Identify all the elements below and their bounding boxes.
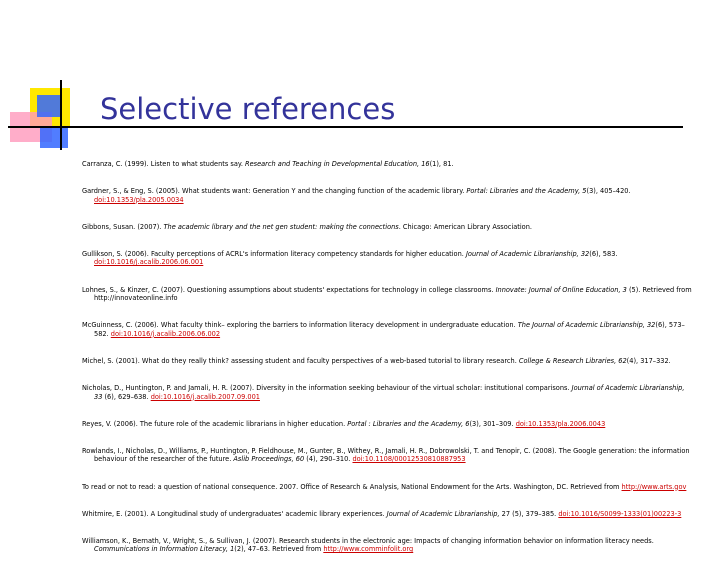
ref-details: (3), 405–420.	[586, 187, 631, 196]
ref-text: Carranza, C. (1999). Listen to what students say.	[82, 160, 246, 168]
ref-details: 27 (5), 379–385.	[499, 509, 559, 518]
reference-item	[82, 483, 694, 492]
ref-text: Gardner, S., & Eng, S. (2005). What students want: Generation Y and the changing function of the academic library.	[82, 187, 467, 196]
ref-source: Journal of Academic Librarianship, 33	[94, 384, 685, 401]
ref-source: Aslib Proceedings, 60	[233, 455, 305, 464]
reference-item	[82, 357, 694, 366]
ref-source: The academic library and the net gen student: making the connections	[163, 222, 399, 231]
ref-details: (1), 81.	[429, 160, 454, 168]
ref-details: (5). Retrieved from http://innovateonline.info	[94, 285, 692, 303]
ref-text: To read or not to read: a question of national consequence. 2007. Office of Research & Analysis, National Endowment for the Arts. Washington, DC. Retrieved from	[82, 482, 622, 491]
ref-source: Journal of Academic Librarianship,	[386, 509, 500, 518]
decor-blue-square-lower	[40, 128, 68, 148]
ref-text: Gullikson, S. (2006). Faculty perceptions of ACRL's information literacy competency standards for higher education.	[82, 249, 466, 258]
reference-item	[82, 420, 694, 429]
ref-text: McGuinness, C. (2006). What faculty think– exploring the barriers to information literacy development in undergraduate education.	[82, 321, 518, 330]
ref-source: Communications in Information Literacy, 1	[94, 545, 235, 554]
ref-text: Whitmire, E. (2001). A Longitudinal study of undergraduates' academic library experiences.	[82, 509, 387, 518]
ref-source: Innovate: Journal of Online Education, 3	[495, 285, 627, 294]
ref-details: (2), 47–63. Retrieved from	[234, 545, 324, 554]
ref-text: Michel, S. (2001). What do they really think? assessing student and faculty perspectives of a web-based tutorial to library research.	[82, 356, 519, 365]
ref-details: (6), 583.	[589, 249, 618, 258]
reference-item	[82, 250, 694, 267]
doi-link[interactable]: doi:10.1353/pla.2006.0043	[515, 419, 606, 428]
reference-item	[82, 321, 694, 338]
reference-item	[82, 537, 694, 554]
ref-details: (3), 301–309.	[469, 419, 516, 428]
doi-link[interactable]: doi:10.1016/j.acalib.2006.06.001	[94, 258, 204, 267]
ref-source: Journal of Academic Librarianship, 32	[465, 249, 590, 258]
decor-blue-square	[37, 95, 61, 117]
decor-vertical-line	[60, 80, 62, 150]
reference-item	[82, 187, 694, 204]
ref-details: . Chicago: American Library Association.	[398, 222, 532, 231]
reference-item	[82, 160, 694, 169]
ref-source: Research and Teaching in Developmental Education, 16	[245, 160, 430, 168]
decor-horizontal-rule	[8, 126, 683, 128]
reference-item	[82, 223, 694, 232]
doi-link[interactable]: doi:10.1016/j.acalib.2006.06.002	[110, 329, 221, 338]
ref-source: Portal : Libraries and the Academy, 6	[347, 419, 470, 428]
reference-item	[82, 510, 694, 519]
reference-item	[82, 384, 694, 401]
ref-details: (6), 573–582.	[94, 321, 685, 338]
ref-text: Nicholas, D., Huntington, P. and Jamali, H. R. (2007). Diversity in the information seeking behaviour of the virtual scholar: institutional comparisons.	[82, 384, 572, 393]
ref-text: Williamson, K., Bernath, V., Wright, S., & Sullivan, J. (2007). Research students in the electronic age: Impacts of changing information behavior on information literacy needs.	[82, 536, 654, 545]
ref-text: Reyes, V. (2006). The future role of the academic librarians in higher education.	[82, 419, 348, 428]
ref-source: College & Research Libraries, 62	[518, 356, 627, 365]
page-title: Selective references	[100, 92, 396, 126]
reference-item	[82, 286, 694, 303]
ref-source: Portal: Libraries and the Academy, 5	[466, 187, 587, 196]
web-link[interactable]: http://www.comminfolit.org	[323, 545, 414, 554]
web-link[interactable]: http://www.arts.gov	[621, 482, 687, 491]
ref-details: (4), 290–310.	[304, 455, 353, 464]
ref-text: Gibbons, Susan. (2007).	[82, 222, 164, 231]
ref-text: Lohnes, S., & Kinzer, C. (2007). Questioning assumptions about students' expectations for technology in college classrooms.	[82, 285, 496, 294]
doi-link[interactable]: doi:10.1016/S0099-1333(01)00223-3	[558, 509, 682, 518]
doi-link[interactable]: doi:10.1016/j.acalib.2007.09.001	[150, 392, 260, 401]
doi-link[interactable]: doi:10.1108/00012530810887953	[352, 455, 466, 464]
ref-details: (4), 317–332.	[626, 356, 671, 365]
reference-list	[82, 160, 694, 572]
ref-text: Rowlands, I., Nicholas, D., Williams, P., Huntington, P. Fieldhouse, M., Gunter, B., Withey, R., Jamali, H. R., Dobrowolski, T. and Tenopir, C. (2008). The Google generation: the information behaviour of the researcher of the future.	[82, 446, 690, 464]
doi-link[interactable]: doi:10.1353/pla.2005.0034	[94, 195, 184, 204]
ref-details: (6), 629–638.	[102, 392, 151, 401]
reference-item	[82, 447, 694, 464]
ref-source: The Journal of Academic Librarianship, 32	[517, 321, 656, 330]
